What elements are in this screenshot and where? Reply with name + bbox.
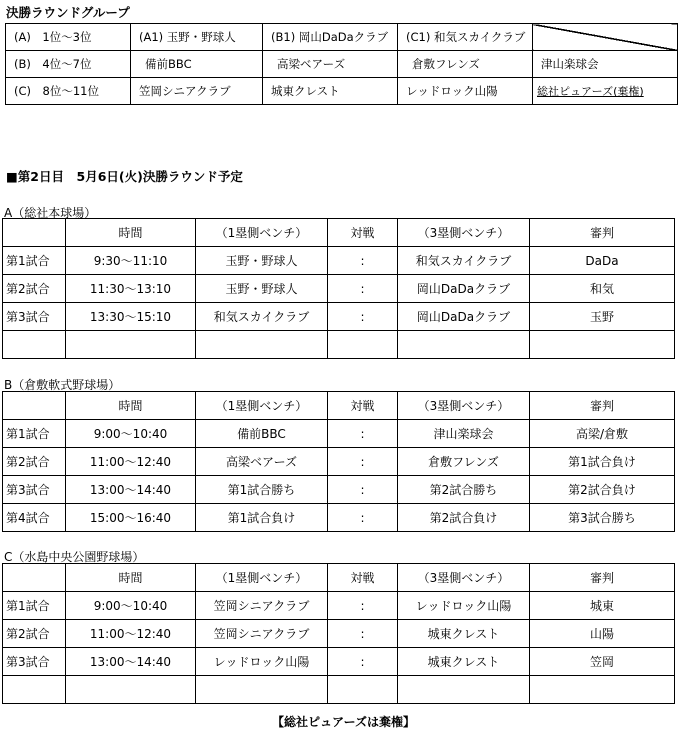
umpire: DaDa — [530, 247, 675, 275]
game-number: 第1試合 — [3, 592, 66, 620]
first-base-team: 第1試合勝ち — [196, 476, 328, 504]
header-time: 時間 — [66, 564, 196, 592]
third-base-team: 岡山DaDaクラブ — [398, 303, 530, 331]
vs-mark: : — [328, 247, 398, 275]
group-team: 高梁ベアーズ — [263, 51, 398, 78]
group-row-a — [6, 24, 678, 51]
third-base-team: 和気スカイクラブ — [398, 247, 530, 275]
venue-a-table — [2, 218, 675, 359]
vs-mark: : — [328, 303, 398, 331]
header-umpire: 審判 — [530, 392, 675, 420]
first-base-team: 第1試合負け — [196, 504, 328, 532]
header-blank — [3, 564, 66, 592]
vs-mark — [328, 676, 398, 704]
group-label: (C) 8位～11位 — [6, 78, 131, 105]
group-label: (B) 4位～7位 — [6, 51, 131, 78]
vs-mark: : — [328, 476, 398, 504]
group-team: 備前BBC — [131, 51, 263, 78]
umpire: 城東 — [530, 592, 675, 620]
game-row — [3, 476, 675, 504]
header-first-base: （1塁側ベンチ） — [196, 219, 328, 247]
game-row — [3, 620, 675, 648]
game-time: 13:30～15:10 — [66, 303, 196, 331]
game-time: 11:00～12:40 — [66, 448, 196, 476]
game-time — [66, 676, 196, 704]
game-number: 第1試合 — [3, 247, 66, 275]
game-number: 第2試合 — [3, 448, 66, 476]
umpire — [530, 676, 675, 704]
game-number: 第3試合 — [3, 476, 66, 504]
header-first-base: （1塁側ベンチ） — [196, 392, 328, 420]
third-base-team — [398, 676, 530, 704]
game-row — [3, 247, 675, 275]
header-time: 時間 — [66, 392, 196, 420]
group-title: 決勝ラウンドグループ — [6, 5, 130, 20]
umpire: 第2試合負け — [530, 476, 675, 504]
header-umpire: 審判 — [530, 564, 675, 592]
game-row — [3, 275, 675, 303]
game-row — [3, 592, 675, 620]
game-number — [3, 676, 66, 704]
umpire: 笠岡 — [530, 648, 675, 676]
group-team: 城東クレスト — [263, 78, 398, 105]
footer-note: 【総社ピュアーズは棄権】 — [272, 715, 416, 729]
vs-mark: : — [328, 420, 398, 448]
venue-b-table — [2, 391, 675, 532]
umpire: 和気 — [530, 275, 675, 303]
header-vs: 対戦 — [328, 219, 398, 247]
group-row-b — [6, 51, 678, 78]
third-base-team — [398, 331, 530, 359]
game-row — [3, 303, 675, 331]
umpire: 高梁/倉敷 — [530, 420, 675, 448]
vs-mark — [328, 331, 398, 359]
group-team: 津山楽球会 — [533, 51, 678, 78]
group-label: (A) 1位～3位 — [6, 24, 131, 51]
first-base-team: 玉野・野球人 — [196, 247, 328, 275]
header-vs: 対戦 — [328, 564, 398, 592]
game-row — [3, 448, 675, 476]
header-row — [3, 392, 675, 420]
third-base-team: レッドロック山陽 — [398, 592, 530, 620]
game-number: 第3試合 — [3, 648, 66, 676]
game-time: 9:30～11:10 — [66, 247, 196, 275]
umpire — [530, 331, 675, 359]
third-base-team: 津山楽球会 — [398, 420, 530, 448]
game-time: 13:00～14:40 — [66, 648, 196, 676]
game-number: 第2試合 — [3, 620, 66, 648]
third-base-team: 城東クレスト — [398, 648, 530, 676]
schedule-title: ■第2日目 5月6日(火)決勝ラウンド予定 — [6, 169, 243, 184]
game-row — [3, 331, 675, 359]
first-base-team: レッドロック山陽 — [196, 648, 328, 676]
third-base-team: 第2試合勝ち — [398, 476, 530, 504]
game-time: 9:00～10:40 — [66, 420, 196, 448]
first-base-team: 笠岡シニアクラブ — [196, 620, 328, 648]
group-table — [5, 23, 678, 105]
game-number: 第4試合 — [3, 504, 66, 532]
umpire: 第1試合負け — [530, 448, 675, 476]
group-team: 倉敷フレンズ — [398, 51, 533, 78]
third-base-team: 第2試合負け — [398, 504, 530, 532]
first-base-team: 高梁ベアーズ — [196, 448, 328, 476]
game-row — [3, 504, 675, 532]
header-third-base: （3塁側ベンチ） — [398, 219, 530, 247]
first-base-team: 和気スカイクラブ — [196, 303, 328, 331]
vs-mark: : — [328, 648, 398, 676]
vs-mark: : — [328, 275, 398, 303]
group-team-forfeit: 総社ピュアーズ(棄権) — [533, 78, 678, 105]
header-blank — [3, 219, 66, 247]
umpire: 山陽 — [530, 620, 675, 648]
game-time: 13:00～14:40 — [66, 476, 196, 504]
third-base-team: 岡山DaDaクラブ — [398, 275, 530, 303]
umpire: 第3試合勝ち — [530, 504, 675, 532]
group-team: (B1) 岡山DaDaクラブ — [263, 24, 398, 51]
first-base-team: 備前BBC — [196, 420, 328, 448]
header-first-base: （1塁側ベンチ） — [196, 564, 328, 592]
first-base-team — [196, 676, 328, 704]
game-time: 15:00～16:40 — [66, 504, 196, 532]
group-team: 笠岡シニアクラブ — [131, 78, 263, 105]
vs-mark: : — [328, 448, 398, 476]
venue-a-caption: A（総社本球場） — [4, 206, 97, 220]
vs-mark: : — [328, 504, 398, 532]
header-vs: 対戦 — [328, 392, 398, 420]
game-number: 第3試合 — [3, 303, 66, 331]
first-base-team: 笠岡シニアクラブ — [196, 592, 328, 620]
header-third-base: （3塁側ベンチ） — [398, 392, 530, 420]
group-empty-cell — [533, 24, 678, 51]
third-base-team: 城東クレスト — [398, 620, 530, 648]
game-row — [3, 676, 675, 704]
game-number: 第1試合 — [3, 420, 66, 448]
header-umpire: 審判 — [530, 219, 675, 247]
venue-c-table — [2, 563, 675, 704]
game-time: 11:00～12:40 — [66, 620, 196, 648]
game-row — [3, 420, 675, 448]
game-time: 9:00～10:40 — [66, 592, 196, 620]
header-third-base: （3塁側ベンチ） — [398, 564, 530, 592]
group-row-c — [6, 78, 678, 105]
venue-c-caption: C（水島中央公園野球場） — [4, 550, 145, 564]
first-base-team: 玉野・野球人 — [196, 275, 328, 303]
third-base-team: 倉敷フレンズ — [398, 448, 530, 476]
venue-b-caption: B（倉敷軟式野球場） — [4, 378, 121, 392]
group-team: (C1) 和気スカイクラブ — [398, 24, 533, 51]
game-number: 第2試合 — [3, 275, 66, 303]
header-blank — [3, 392, 66, 420]
first-base-team — [196, 331, 328, 359]
header-time: 時間 — [66, 219, 196, 247]
vs-mark: : — [328, 592, 398, 620]
game-time: 11:30～13:10 — [66, 275, 196, 303]
vs-mark: : — [328, 620, 398, 648]
game-row — [3, 648, 675, 676]
header-row — [3, 564, 675, 592]
game-time — [66, 331, 196, 359]
group-team: レッドロック山陽 — [398, 78, 533, 105]
game-number — [3, 331, 66, 359]
group-team: (A1) 玉野・野球人 — [131, 24, 263, 51]
header-row — [3, 219, 675, 247]
umpire: 玉野 — [530, 303, 675, 331]
